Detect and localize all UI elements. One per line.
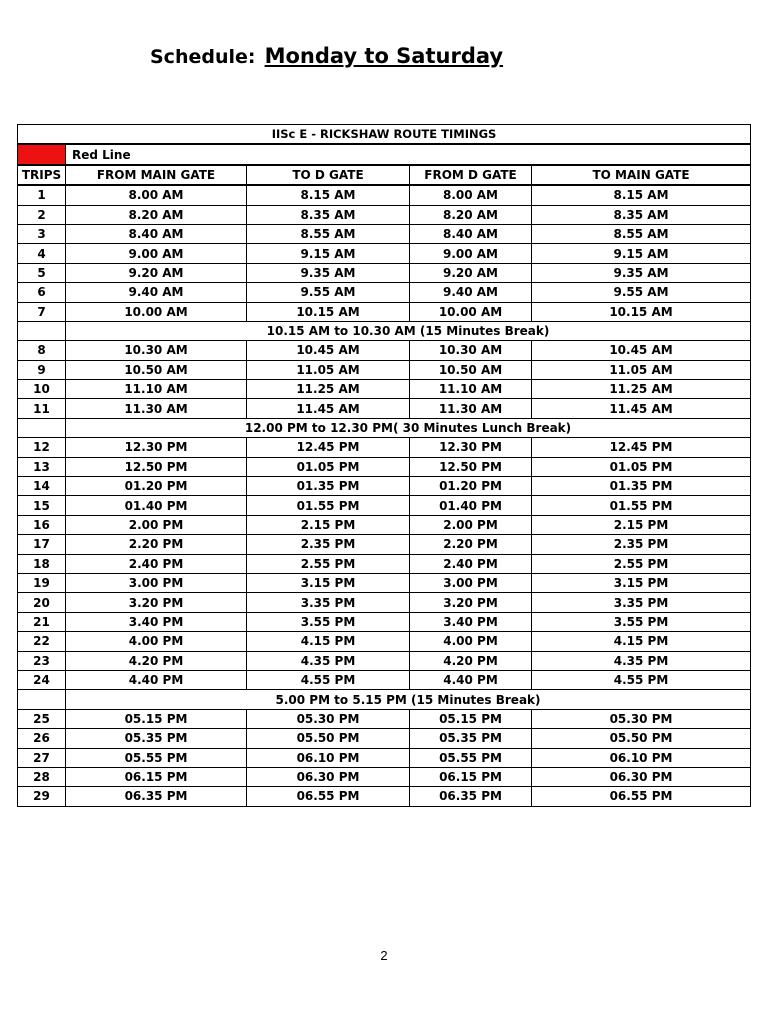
to-d-gate-cell: 06.10 PM <box>247 748 410 767</box>
to-d-gate-cell: 01.55 PM <box>247 496 410 515</box>
trip-number-cell: 22 <box>18 632 66 651</box>
page-number: 2 <box>380 948 388 963</box>
to-d-gate-cell: 2.15 PM <box>247 515 410 534</box>
column-header-from-main-gate: FROM MAIN GATE <box>66 165 247 185</box>
trip-row <box>18 787 751 806</box>
trip-number-cell: 21 <box>18 612 66 631</box>
column-header-from-d-gate: FROM D GATE <box>410 165 532 185</box>
trip-row <box>18 283 751 302</box>
schedule-table <box>17 124 751 807</box>
break-blank-cell <box>18 418 66 437</box>
page-heading <box>150 44 503 68</box>
from-main-gate-cell: 3.40 PM <box>66 612 247 631</box>
schedule-table-body <box>18 125 751 807</box>
column-header-row <box>18 165 751 185</box>
heading-lead: Schedule: <box>150 46 256 68</box>
to-main-gate-cell: 06.55 PM <box>532 787 751 806</box>
from-d-gate-cell: 9.20 AM <box>410 263 532 282</box>
to-main-gate-cell: 01.35 PM <box>532 477 751 496</box>
from-main-gate-cell: 3.20 PM <box>66 593 247 612</box>
from-d-gate-cell: 2.40 PM <box>410 554 532 573</box>
to-main-gate-cell: 11.05 AM <box>532 360 751 379</box>
to-main-gate-cell: 8.35 AM <box>532 205 751 224</box>
trip-number-cell: 4 <box>18 244 66 263</box>
to-d-gate-cell: 9.15 AM <box>247 244 410 263</box>
from-main-gate-cell: 2.20 PM <box>66 535 247 554</box>
from-main-gate-cell: 8.40 AM <box>66 224 247 243</box>
from-d-gate-cell: 12.30 PM <box>410 438 532 457</box>
trip-number-cell: 12 <box>18 438 66 457</box>
to-d-gate-cell: 8.55 AM <box>247 224 410 243</box>
from-d-gate-cell: 05.15 PM <box>410 709 532 728</box>
to-main-gate-cell: 3.15 PM <box>532 573 751 592</box>
trip-number-cell: 29 <box>18 787 66 806</box>
trip-row <box>18 341 751 360</box>
from-main-gate-cell: 06.35 PM <box>66 787 247 806</box>
column-header-to-d-gate: TO D GATE <box>247 165 410 185</box>
trip-number-cell: 27 <box>18 748 66 767</box>
to-main-gate-cell: 4.15 PM <box>532 632 751 651</box>
to-d-gate-cell: 8.15 AM <box>247 185 410 205</box>
trip-number-cell: 10 <box>18 380 66 399</box>
from-main-gate-cell: 05.35 PM <box>66 729 247 748</box>
to-d-gate-cell: 11.25 AM <box>247 380 410 399</box>
from-main-gate-cell: 05.55 PM <box>66 748 247 767</box>
trip-number-cell: 1 <box>18 185 66 205</box>
from-d-gate-cell: 4.00 PM <box>410 632 532 651</box>
to-d-gate-cell: 3.35 PM <box>247 593 410 612</box>
to-d-gate-cell: 11.05 AM <box>247 360 410 379</box>
to-d-gate-cell: 9.55 AM <box>247 283 410 302</box>
trip-row <box>18 729 751 748</box>
trip-row <box>18 767 751 786</box>
break-blank-cell <box>18 321 66 340</box>
trip-row <box>18 185 751 205</box>
to-main-gate-cell: 4.55 PM <box>532 670 751 689</box>
trip-row <box>18 515 751 534</box>
from-main-gate-cell: 10.50 AM <box>66 360 247 379</box>
to-d-gate-cell: 8.35 AM <box>247 205 410 224</box>
trip-number-cell: 7 <box>18 302 66 321</box>
to-main-gate-cell: 9.55 AM <box>532 283 751 302</box>
trip-number-cell: 14 <box>18 477 66 496</box>
from-d-gate-cell: 9.40 AM <box>410 283 532 302</box>
legend-row <box>18 144 751 164</box>
to-d-gate-cell: 10.45 AM <box>247 341 410 360</box>
to-main-gate-cell: 10.45 AM <box>532 341 751 360</box>
to-d-gate-cell: 05.50 PM <box>247 729 410 748</box>
to-main-gate-cell: 12.45 PM <box>532 438 751 457</box>
trip-number-cell: 17 <box>18 535 66 554</box>
break-row <box>18 321 751 340</box>
to-main-gate-cell: 06.10 PM <box>532 748 751 767</box>
from-d-gate-cell: 4.40 PM <box>410 670 532 689</box>
from-main-gate-cell: 10.00 AM <box>66 302 247 321</box>
to-d-gate-cell: 12.45 PM <box>247 438 410 457</box>
from-main-gate-cell: 3.00 PM <box>66 573 247 592</box>
from-main-gate-cell: 01.20 PM <box>66 477 247 496</box>
from-d-gate-cell: 3.20 PM <box>410 593 532 612</box>
table-title: IISc E - RICKSHAW ROUTE TIMINGS <box>18 125 751 145</box>
trip-row <box>18 612 751 631</box>
trip-row <box>18 554 751 573</box>
trip-row <box>18 535 751 554</box>
trip-row <box>18 302 751 321</box>
to-main-gate-cell: 2.15 PM <box>532 515 751 534</box>
to-main-gate-cell: 4.35 PM <box>532 651 751 670</box>
to-main-gate-cell: 01.55 PM <box>532 496 751 515</box>
from-d-gate-cell: 11.10 AM <box>410 380 532 399</box>
to-main-gate-cell: 3.55 PM <box>532 612 751 631</box>
trip-row <box>18 709 751 728</box>
from-main-gate-cell: 8.20 AM <box>66 205 247 224</box>
from-d-gate-cell: 01.40 PM <box>410 496 532 515</box>
to-main-gate-cell: 8.55 AM <box>532 224 751 243</box>
trip-number-cell: 6 <box>18 283 66 302</box>
from-main-gate-cell: 05.15 PM <box>66 709 247 728</box>
to-d-gate-cell: 2.55 PM <box>247 554 410 573</box>
from-d-gate-cell: 11.30 AM <box>410 399 532 418</box>
trip-row <box>18 224 751 243</box>
from-d-gate-cell: 4.20 PM <box>410 651 532 670</box>
to-main-gate-cell: 05.30 PM <box>532 709 751 728</box>
to-d-gate-cell: 2.35 PM <box>247 535 410 554</box>
column-header-trips: TRIPS <box>18 165 66 185</box>
from-main-gate-cell: 12.30 PM <box>66 438 247 457</box>
to-d-gate-cell: 06.55 PM <box>247 787 410 806</box>
from-d-gate-cell: 10.50 AM <box>410 360 532 379</box>
to-d-gate-cell: 06.30 PM <box>247 767 410 786</box>
from-main-gate-cell: 01.40 PM <box>66 496 247 515</box>
from-d-gate-cell: 2.00 PM <box>410 515 532 534</box>
trip-row <box>18 496 751 515</box>
table-title-row <box>18 125 751 145</box>
to-d-gate-cell: 3.55 PM <box>247 612 410 631</box>
break-row <box>18 690 751 709</box>
trip-row <box>18 670 751 689</box>
trip-number-cell: 11 <box>18 399 66 418</box>
trip-number-cell: 19 <box>18 573 66 592</box>
break-label: 12.00 PM to 12.30 PM( 30 Minutes Lunch Break) <box>66 418 751 437</box>
column-header-to-main-gate: TO MAIN GATE <box>532 165 751 185</box>
to-d-gate-cell: 05.30 PM <box>247 709 410 728</box>
from-main-gate-cell: 4.00 PM <box>66 632 247 651</box>
trip-number-cell: 8 <box>18 341 66 360</box>
trip-number-cell: 9 <box>18 360 66 379</box>
from-main-gate-cell: 11.10 AM <box>66 380 247 399</box>
to-d-gate-cell: 10.15 AM <box>247 302 410 321</box>
to-main-gate-cell: 8.15 AM <box>532 185 751 205</box>
to-d-gate-cell: 4.15 PM <box>247 632 410 651</box>
from-d-gate-cell: 8.00 AM <box>410 185 532 205</box>
trip-number-cell: 20 <box>18 593 66 612</box>
from-d-gate-cell: 8.40 AM <box>410 224 532 243</box>
from-d-gate-cell: 06.15 PM <box>410 767 532 786</box>
trip-number-cell: 5 <box>18 263 66 282</box>
trip-number-cell: 15 <box>18 496 66 515</box>
trip-number-cell: 3 <box>18 224 66 243</box>
from-d-gate-cell: 9.00 AM <box>410 244 532 263</box>
from-main-gate-cell: 8.00 AM <box>66 185 247 205</box>
from-d-gate-cell: 3.00 PM <box>410 573 532 592</box>
to-main-gate-cell: 11.45 AM <box>532 399 751 418</box>
trip-row <box>18 205 751 224</box>
to-main-gate-cell: 06.30 PM <box>532 767 751 786</box>
trip-number-cell: 16 <box>18 515 66 534</box>
to-d-gate-cell: 4.35 PM <box>247 651 410 670</box>
to-main-gate-cell: 01.05 PM <box>532 457 751 476</box>
trip-row <box>18 748 751 767</box>
from-main-gate-cell: 4.40 PM <box>66 670 247 689</box>
to-d-gate-cell: 01.05 PM <box>247 457 410 476</box>
from-d-gate-cell: 01.20 PM <box>410 477 532 496</box>
trip-row <box>18 438 751 457</box>
trip-number-cell: 26 <box>18 729 66 748</box>
from-main-gate-cell: 11.30 AM <box>66 399 247 418</box>
to-d-gate-cell: 11.45 AM <box>247 399 410 418</box>
from-main-gate-cell: 2.40 PM <box>66 554 247 573</box>
trip-row <box>18 399 751 418</box>
to-d-gate-cell: 4.55 PM <box>247 670 410 689</box>
from-d-gate-cell: 05.35 PM <box>410 729 532 748</box>
from-main-gate-cell: 12.50 PM <box>66 457 247 476</box>
trip-number-cell: 28 <box>18 767 66 786</box>
from-main-gate-cell: 10.30 AM <box>66 341 247 360</box>
red-line-swatch <box>18 144 66 164</box>
trip-row <box>18 263 751 282</box>
break-row <box>18 418 751 437</box>
from-d-gate-cell: 10.30 AM <box>410 341 532 360</box>
legend-label: Red Line <box>66 144 751 164</box>
trip-row <box>18 573 751 592</box>
heading-main: Monday to Saturday <box>264 44 504 68</box>
to-main-gate-cell: 2.35 PM <box>532 535 751 554</box>
from-main-gate-cell: 9.20 AM <box>66 263 247 282</box>
from-main-gate-cell: 9.00 AM <box>66 244 247 263</box>
break-label: 10.15 AM to 10.30 AM (15 Minutes Break) <box>66 321 751 340</box>
trip-number-cell: 23 <box>18 651 66 670</box>
from-d-gate-cell: 8.20 AM <box>410 205 532 224</box>
trip-number-cell: 18 <box>18 554 66 573</box>
trip-number-cell: 25 <box>18 709 66 728</box>
from-d-gate-cell: 12.50 PM <box>410 457 532 476</box>
trip-number-cell: 2 <box>18 205 66 224</box>
trip-row <box>18 360 751 379</box>
trip-row <box>18 651 751 670</box>
to-d-gate-cell: 01.35 PM <box>247 477 410 496</box>
from-main-gate-cell: 06.15 PM <box>66 767 247 786</box>
trip-number-cell: 13 <box>18 457 66 476</box>
from-main-gate-cell: 4.20 PM <box>66 651 247 670</box>
to-main-gate-cell: 9.15 AM <box>532 244 751 263</box>
to-main-gate-cell: 3.35 PM <box>532 593 751 612</box>
trip-row <box>18 457 751 476</box>
to-main-gate-cell: 10.15 AM <box>532 302 751 321</box>
from-d-gate-cell: 06.35 PM <box>410 787 532 806</box>
from-main-gate-cell: 9.40 AM <box>66 283 247 302</box>
from-d-gate-cell: 2.20 PM <box>410 535 532 554</box>
to-main-gate-cell: 05.50 PM <box>532 729 751 748</box>
trip-row <box>18 380 751 399</box>
to-main-gate-cell: 11.25 AM <box>532 380 751 399</box>
trip-row <box>18 593 751 612</box>
from-d-gate-cell: 10.00 AM <box>410 302 532 321</box>
from-main-gate-cell: 2.00 PM <box>66 515 247 534</box>
from-d-gate-cell: 3.40 PM <box>410 612 532 631</box>
trip-row <box>18 244 751 263</box>
to-main-gate-cell: 2.55 PM <box>532 554 751 573</box>
from-d-gate-cell: 05.55 PM <box>410 748 532 767</box>
break-blank-cell <box>18 690 66 709</box>
trip-row <box>18 477 751 496</box>
trip-number-cell: 24 <box>18 670 66 689</box>
to-d-gate-cell: 9.35 AM <box>247 263 410 282</box>
to-main-gate-cell: 9.35 AM <box>532 263 751 282</box>
trip-row <box>18 632 751 651</box>
break-label: 5.00 PM to 5.15 PM (15 Minutes Break) <box>66 690 751 709</box>
to-d-gate-cell: 3.15 PM <box>247 573 410 592</box>
